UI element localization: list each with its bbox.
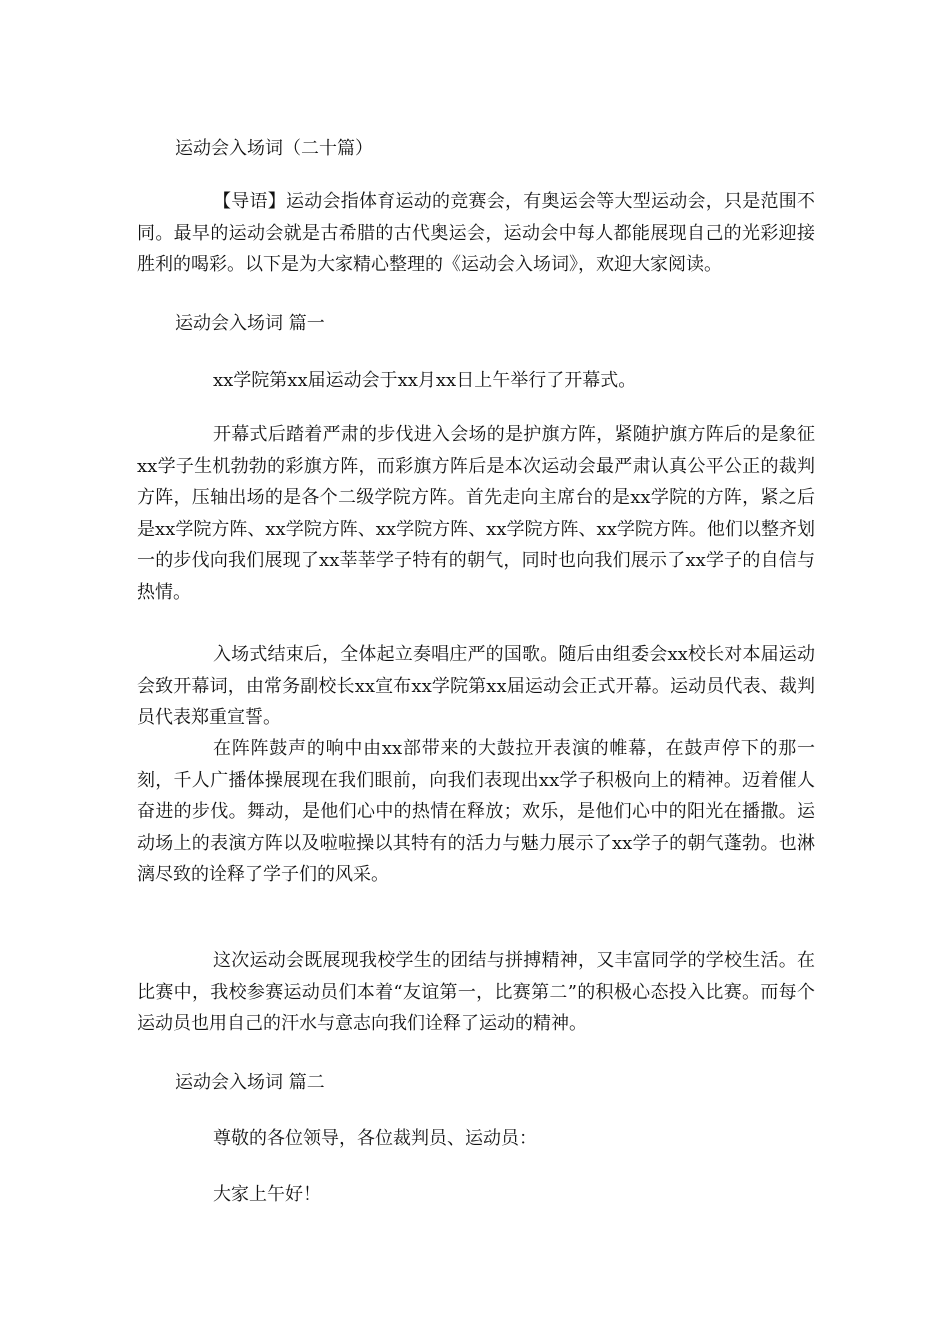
- section-heading-2: 运动会入场词 篇二: [175, 1072, 325, 1093]
- section1-paragraph-1: xx学院第xx届运动会于xx月xx日上午举行了开幕式。: [213, 370, 637, 391]
- intro-paragraph: 【导语】运动会指体育运动的竞赛会，有奥运会等大型运动会，只是范围不同。最早的运动会就是古希腊的古代奥运会，运动会中每人都能展现自己的光彩迎接胜利的喝彩。以下是为大家精心整理的《运动会入场词》，欢迎大家阅读。: [137, 191, 815, 275]
- section1-paragraph-3: 入场式结束后，全体起立奏唱庄严的国歌。随后由组委会xx校长对本届运动会致开幕词，由常务副校长xx宣布xx学院第xx届运动会正式开幕。运动员代表、裁判员代表郑重宣誓。: [137, 644, 815, 728]
- section1-paragraph-2: 开幕式后踏着严肃的步伐进入会场的是护旗方阵，紧随护旗方阵后的是象征xx学子生机勃勃的彩旗方阵，而彩旗方阵后是本次运动会最严肃认真公平公正的裁判方阵，压轴出场的是各个二级学院方阵。首先走向主席台的是xx学院的方阵，紧之后是xx学院方阵、xx学院方阵、xx学院方阵、xx学院方阵、xx学院方阵。他们以整齐划一的步伐向我们展现了xx莘莘学子特有的朝气，同时也向我们展示了xx学子的自信与热情。: [137, 424, 815, 603]
- greeting-line: 尊敬的各位领导，各位裁判员、运动员：: [213, 1128, 537, 1149]
- section-heading-1: 运动会入场词 篇一: [175, 313, 325, 334]
- opening-line: 大家上午好！: [213, 1184, 321, 1205]
- section1-paragraph-5: 这次运动会既展现我校学生的团结与拼搏精神，又丰富同学的学校生活。在比赛中，我校参赛运动员们本着“友谊第一，比赛第二”的积极心态投入比赛。而每个运动员也用自己的汗水与意志向我们诠释了运动的精神。: [137, 950, 815, 1034]
- section1-paragraph-4: 在阵阵鼓声的响中由xx部带来的大鼓拉开表演的帷幕，在鼓声停下的那一刻，千人广播体操展现在我们眼前，向我们表现出xx学子积极向上的精神。迈着催人奋进的步伐。舞动，是他们心中的热情在释放；欢乐，是他们心中的阳光在播撒。运动场上的表演方阵以及啦啦操以其特有的活力与魅力展示了xx学子的朝气蓬勃。也淋漓尽致的诠释了学子们的风采。: [137, 738, 815, 885]
- document-title: 运动会入场词（二十篇）: [175, 138, 373, 159]
